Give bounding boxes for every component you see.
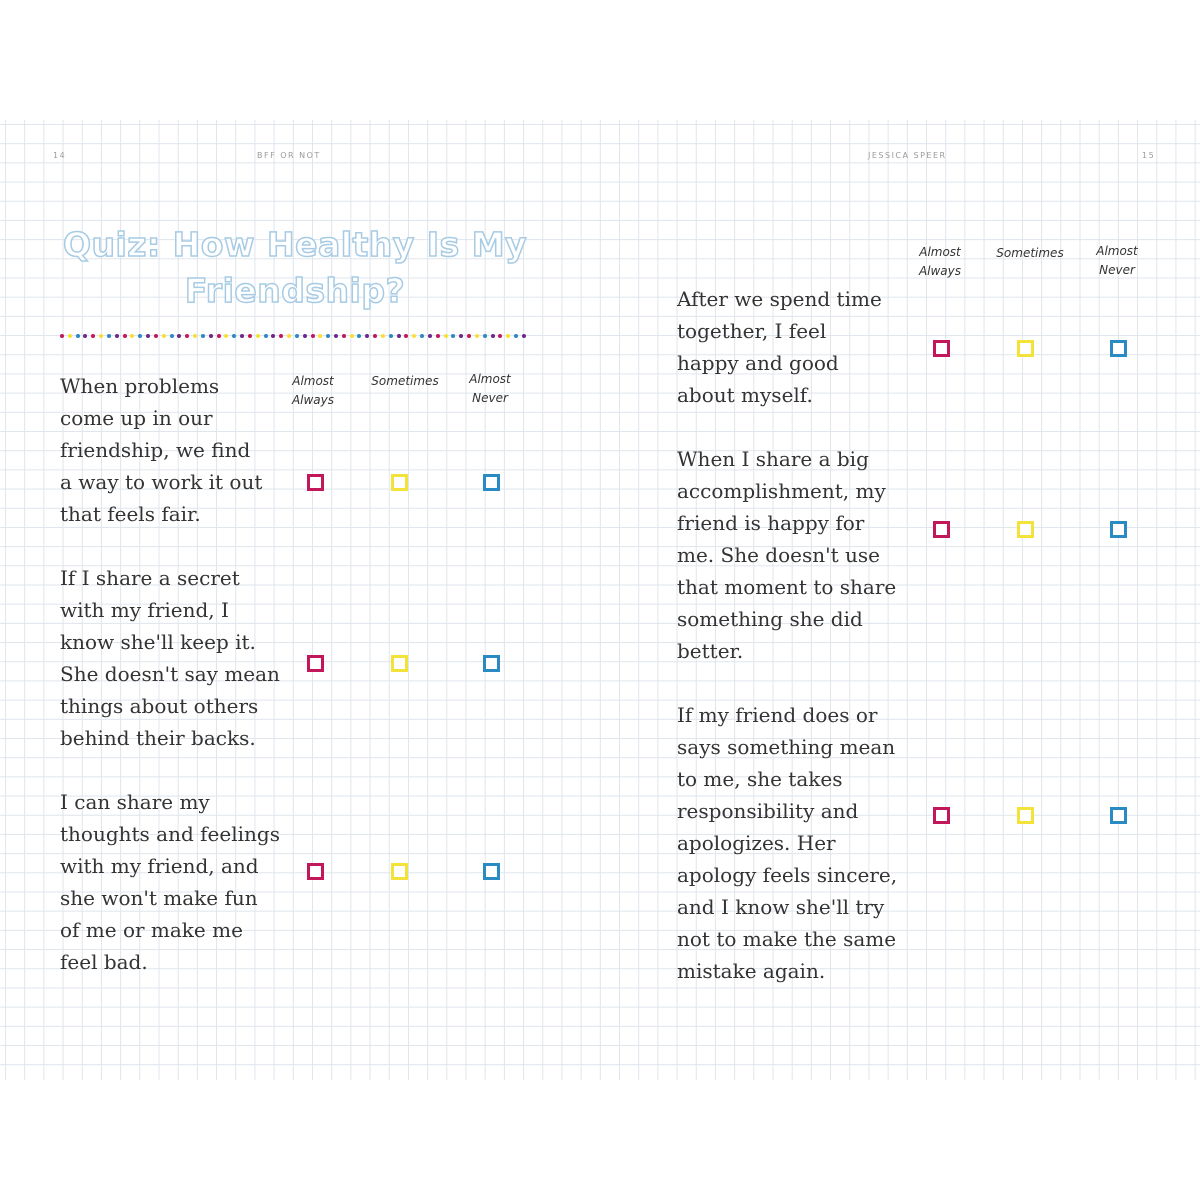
q1-almost-never-checkbox[interactable] [483, 474, 500, 491]
question-6-text: If my friend does or says something mean to me, she takes responsibility and apologizes. Her apology feels sincere, and I know she'll try not to make the same mistake again. [677, 703, 898, 983]
divider-dot [170, 334, 174, 338]
dotted-divider [60, 333, 526, 339]
divider-dot [146, 334, 150, 338]
divider-dot [373, 334, 377, 338]
divider-dot [365, 334, 369, 338]
right-page-number: 15 [1142, 151, 1156, 160]
right-col-almost-never: Almost Never [1096, 244, 1138, 277]
divider-dot [498, 334, 502, 338]
question-3-text: I can share my thoughts and feelings with my friend, and she won't make fun of me or make me feel bad. [60, 790, 280, 974]
divider-dot [193, 334, 197, 338]
q6-almost-never-checkbox[interactable] [1110, 807, 1127, 824]
divider-dot [357, 334, 361, 338]
divider-dot [350, 334, 354, 338]
left-col-sometimes: Sometimes [371, 374, 439, 388]
divider-dot [201, 334, 205, 338]
divider-dot [154, 334, 158, 338]
divider-dot [123, 334, 127, 338]
divider-dot [514, 334, 518, 338]
divider-dot [287, 334, 291, 338]
divider-dot [483, 334, 487, 338]
divider-dot [60, 334, 64, 338]
divider-dot [83, 334, 87, 338]
q3-almost-always-checkbox[interactable] [307, 863, 324, 880]
divider-dot [295, 334, 299, 338]
divider-dot [444, 334, 448, 338]
divider-dot [389, 334, 393, 338]
divider-dot [115, 334, 119, 338]
divider-dot [99, 334, 103, 338]
divider-dot [397, 334, 401, 338]
divider-dot [420, 334, 424, 338]
quiz-title: Quiz: How Healthy Is My Friendship? [62, 225, 528, 310]
divider-dot [342, 334, 346, 338]
left-col-almost-never: Almost Never [469, 372, 511, 405]
divider-dot [428, 334, 432, 338]
left-running-head: BFF OR NOT [257, 151, 321, 160]
divider-dot [404, 334, 408, 338]
divider-dot [264, 334, 268, 338]
divider-dot [303, 334, 307, 338]
q3-almost-never-checkbox[interactable] [483, 863, 500, 880]
divider-dot [91, 334, 95, 338]
divider-dot [506, 334, 510, 338]
divider-dot [162, 334, 166, 338]
q5-sometimes-checkbox[interactable] [1017, 521, 1034, 538]
divider-dot [522, 334, 526, 338]
divider-dot [240, 334, 244, 338]
divider-dot [467, 334, 471, 338]
divider-dot [107, 334, 111, 338]
divider-dot [475, 334, 479, 338]
divider-dot [217, 334, 221, 338]
divider-dot [436, 334, 440, 338]
divider-dot [334, 334, 338, 338]
question-5-text: When I share a big accomplishment, my friend is happy for me. She doesn't use that moment to share something she did better. [677, 447, 897, 663]
divider-dot [271, 334, 275, 338]
divider-dot [185, 334, 189, 338]
divider-dot [412, 334, 416, 338]
right-running-head: JESSICA SPEER [868, 151, 947, 160]
divider-dot [209, 334, 213, 338]
divider-dot [311, 334, 315, 338]
divider-dot [138, 334, 142, 338]
q2-almost-always-checkbox[interactable] [307, 655, 324, 672]
q2-sometimes-checkbox[interactable] [391, 655, 408, 672]
divider-dot [224, 334, 228, 338]
q6-sometimes-checkbox[interactable] [1017, 807, 1034, 824]
q3-sometimes-checkbox[interactable] [391, 863, 408, 880]
divider-dot [459, 334, 463, 338]
q5-almost-always-checkbox[interactable] [933, 521, 950, 538]
divider-dot [68, 334, 72, 338]
question-4-text: After we spend time together, I feel happy and good about myself. [677, 287, 882, 407]
left-col-almost-always: Almost Always [291, 374, 335, 407]
q4-almost-never-checkbox[interactable] [1110, 340, 1127, 357]
q4-sometimes-checkbox[interactable] [1017, 340, 1034, 357]
divider-dot [248, 334, 252, 338]
q1-almost-always-checkbox[interactable] [307, 474, 324, 491]
q1-sometimes-checkbox[interactable] [391, 474, 408, 491]
divider-dot [177, 334, 181, 338]
q5-almost-never-checkbox[interactable] [1110, 521, 1127, 538]
q4-almost-always-checkbox[interactable] [933, 340, 950, 357]
divider-dot [76, 334, 80, 338]
divider-dot [130, 334, 134, 338]
question-2-text: If I share a secret with my friend, I know she'll keep it. She doesn't say mean things about others behind their backs. [60, 566, 280, 750]
right-col-sometimes: Sometimes [996, 246, 1064, 260]
right-col-almost-always: Almost Always [918, 245, 962, 278]
left-page-number: 14 [53, 151, 67, 160]
q6-almost-always-checkbox[interactable] [933, 807, 950, 824]
divider-dot [381, 334, 385, 338]
divider-dot [326, 334, 330, 338]
divider-dot [232, 334, 236, 338]
divider-dot [318, 334, 322, 338]
divider-dot [451, 334, 455, 338]
divider-dot [279, 334, 283, 338]
divider-dot [491, 334, 495, 338]
q2-almost-never-checkbox[interactable] [483, 655, 500, 672]
question-1-text: When problems come up in our friendship, we find a way to work it out that feels fair. [60, 374, 263, 526]
divider-dot [256, 334, 260, 338]
